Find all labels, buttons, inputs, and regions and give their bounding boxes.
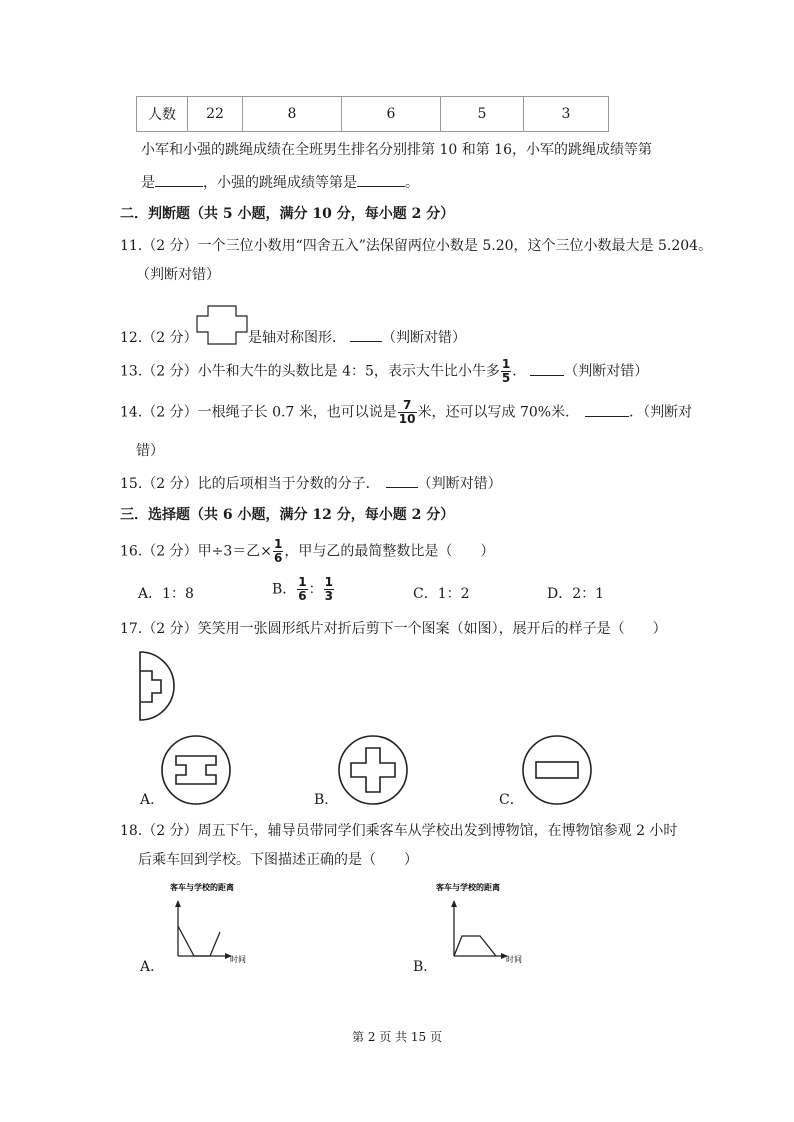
- answer-blank[interactable]: [585, 402, 629, 417]
- table-cell: 3: [524, 97, 609, 132]
- fraction: [273, 538, 283, 565]
- page-footer: 第 2 页 共 15 页: [352, 1030, 442, 1044]
- fraction-denominator: 10: [398, 412, 416, 426]
- axis-label-x: 时间: [506, 955, 522, 964]
- score-table: [136, 96, 609, 132]
- section-title: 三．选择题（共 6 小题，满分 12 分，每小题 2 分）: [120, 507, 455, 523]
- fraction: [398, 399, 417, 426]
- axis-label-x: 时间: [230, 955, 246, 964]
- table-row-label: 人数: [137, 97, 188, 132]
- table-row: [137, 97, 609, 132]
- q17-option-b-figure[interactable]: [337, 734, 409, 806]
- q18-option-a-label[interactable]: A．: [140, 959, 165, 975]
- table-cell: 5: [441, 97, 524, 132]
- fraction-numerator: 1: [274, 537, 283, 551]
- q10-text-c: 。: [405, 175, 419, 191]
- q13-line: [120, 358, 648, 385]
- answer-blank[interactable]: [386, 473, 418, 488]
- q14-text-b: 米，还可以写成 70%米．: [417, 404, 580, 421]
- q10-line1: 小军和小强的跳绳成绩在全班男生排名分别排第 10 和第 16，小军的跳绳成绩等第: [141, 142, 652, 158]
- fraction-numerator: 1: [298, 575, 307, 589]
- graph-title: 客车与学校的距离: [436, 883, 500, 892]
- fraction-denominator: 6: [274, 551, 283, 565]
- fraction: [297, 576, 307, 603]
- q14-line2: 错）: [136, 443, 164, 459]
- q11-line1: 11.（2 分）一个三位小数用“四舍五入”法保留两位小数是 5.20，这个三位小数最大是 5.204。: [120, 238, 713, 254]
- q14-line1: [120, 399, 692, 426]
- q15-judge: （判断对错）: [417, 476, 502, 492]
- q16-option-d[interactable]: D．2：1: [547, 586, 605, 602]
- q15-text: 15.（2 分）比的后项相当于分数的分子．: [120, 476, 380, 492]
- q13-judge: （判断对错）: [564, 363, 649, 380]
- q18-option-b-graph[interactable]: [432, 880, 522, 970]
- q12-judge: （判断对错）: [382, 330, 466, 346]
- fraction-denominator: 6: [298, 589, 307, 603]
- q11-line2: （判断对错）: [136, 267, 220, 283]
- table-cell: 22: [188, 97, 243, 132]
- fraction-denominator: 3: [324, 589, 334, 603]
- q12-line: [248, 327, 466, 347]
- q12-prefix: 12.（2 分）: [120, 330, 198, 346]
- q18-option-b-label[interactable]: B．: [413, 959, 438, 975]
- ratio-separator: ：: [308, 581, 323, 598]
- q16-text-a: 16.（2 分）甲÷3＝乙×: [120, 543, 272, 560]
- q18-line1: 18.（2 分）周五下午，辅导员带同学们乘客车从学校出发到博物馆，在博物馆参观 2 小时: [120, 823, 678, 839]
- table-cell: 6: [342, 97, 441, 132]
- fraction-numerator: 1: [324, 575, 334, 589]
- q16-option-c[interactable]: C．1：2: [413, 586, 470, 602]
- q17-option-b-label[interactable]: B．: [314, 792, 339, 808]
- section-title: 二．判断题（共 5 小题，满分 10 分，每小题 2 分）: [120, 206, 455, 222]
- fraction-denominator: 5: [501, 371, 511, 385]
- q10-line2: [141, 172, 419, 192]
- q17-option-c-figure[interactable]: [521, 734, 593, 806]
- q17-line: 17.（2 分）笑笑用一张圆形纸片对折后剪下一个图案（如图），展开后的样子是（ ）: [120, 621, 667, 637]
- q16-option-a[interactable]: A．1：8: [138, 586, 194, 602]
- table-cell: 8: [243, 97, 342, 132]
- answer-blank[interactable]: [357, 172, 405, 187]
- q10-text-a: 是: [141, 175, 155, 191]
- q15-line: [120, 473, 502, 493]
- fraction-numerator: 7: [398, 399, 417, 413]
- fraction: [324, 576, 334, 603]
- q14-judge: ．（判断对: [629, 404, 693, 421]
- answer-blank[interactable]: [530, 361, 564, 376]
- q17-option-a-label[interactable]: A．: [140, 792, 165, 808]
- graph-title: 客车与学校的距离: [170, 883, 234, 892]
- folded-paper-figure: [138, 650, 182, 722]
- fraction: [501, 358, 511, 385]
- cross-shape-figure: [196, 305, 248, 345]
- fraction-numerator: 1: [501, 357, 511, 371]
- q13-text-a: 13.（2 分）小牛和大牛的头数比是 4：5，表示大牛比小牛多: [120, 363, 500, 380]
- answer-blank[interactable]: [350, 327, 382, 342]
- answer-blank[interactable]: [155, 172, 203, 187]
- q16-option-b[interactable]: [272, 576, 335, 603]
- q16-line: [120, 538, 494, 565]
- q10-text-b: ，小强的跳绳成绩等第是: [203, 175, 357, 191]
- q17-option-c-label[interactable]: C．: [499, 792, 524, 808]
- q17-option-a-figure[interactable]: [160, 734, 232, 806]
- q16-text-b: ，甲与乙的最简整数比是（ ）: [284, 543, 495, 560]
- q12-text: 是轴对称图形．: [248, 330, 346, 346]
- option-label: B．: [272, 581, 297, 598]
- q14-text-a: 14.（2 分）一根绳子长 0.7 米，也可以说是: [120, 404, 397, 421]
- q18-line2: 后乘车回到学校。下图描述正确的是（ ）: [138, 852, 418, 868]
- q18-option-a-graph[interactable]: [166, 880, 256, 970]
- q13-text-b: ．: [512, 363, 527, 380]
